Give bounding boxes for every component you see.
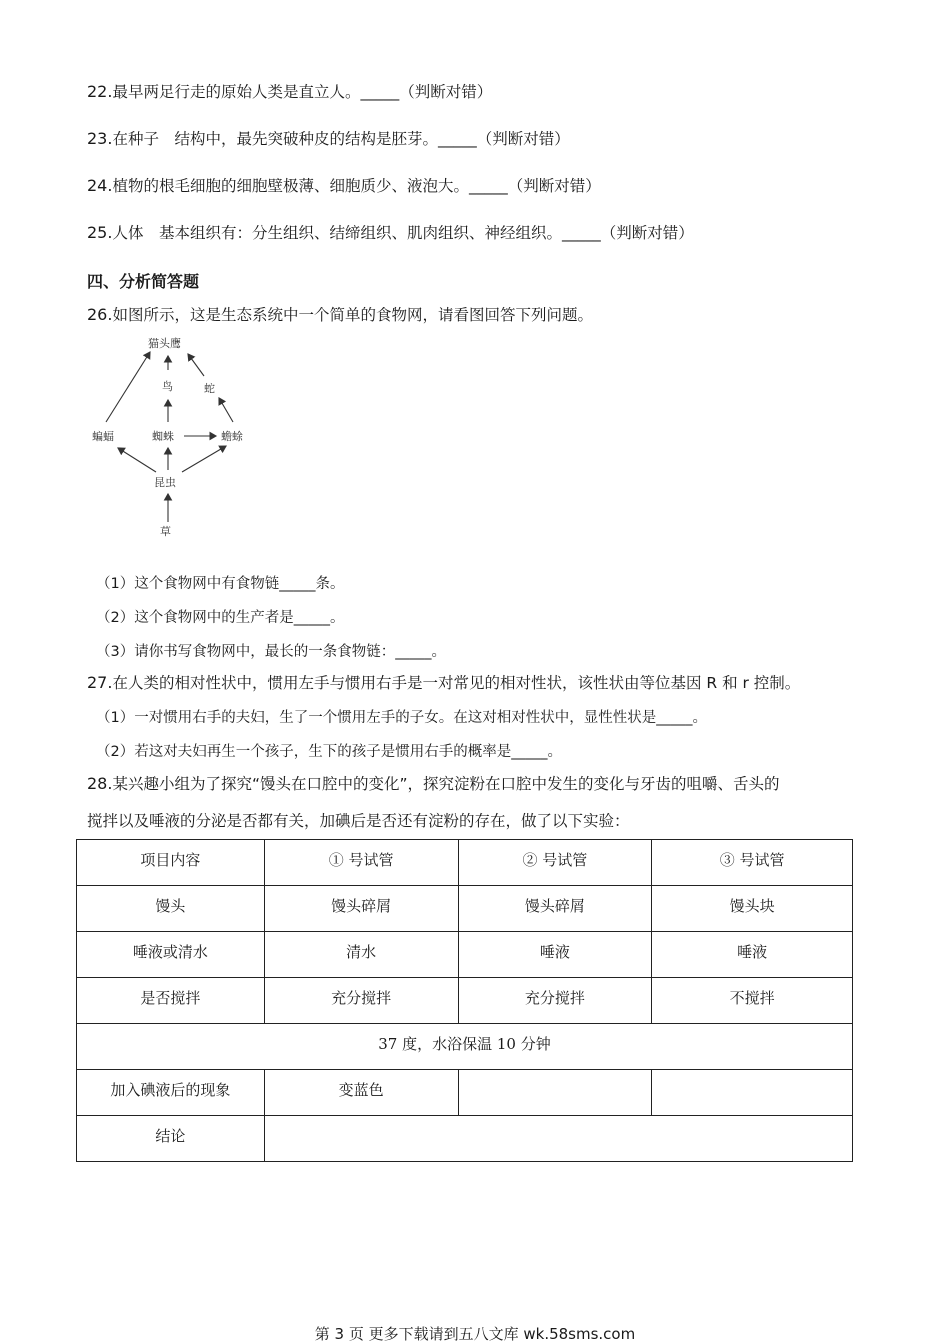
table-row xyxy=(77,932,853,978)
table-header-cell: ③ 号试管 xyxy=(652,840,853,886)
node-bat: 蝙蝠 xyxy=(92,430,114,443)
table-cell: 充分搅拌 xyxy=(264,978,458,1024)
table-header-cell: ① 号试管 xyxy=(264,840,458,886)
question-number: 26. xyxy=(87,305,113,324)
question-28-continued: 搅拌以及唾液的分泌是否都有关，加碘后是否还有淀粉的存在，做了以下实验： xyxy=(87,812,630,830)
node-toad: 蟾蜍 xyxy=(221,430,243,443)
node-grass: 草 xyxy=(160,525,171,538)
question-number: 22. xyxy=(87,82,113,101)
arrow-insect-toad xyxy=(182,446,226,472)
question-22 xyxy=(87,80,492,102)
table-condition-row xyxy=(77,1024,853,1070)
table-conclusion-cell xyxy=(264,1116,852,1162)
arrow-snake-owl xyxy=(188,354,204,376)
node-owl: 猫头鹰 xyxy=(148,337,181,350)
question-28 xyxy=(87,772,780,794)
table-cell: 加入碘液后的现象 xyxy=(77,1070,265,1116)
question-text: 人体 基本组织有：分生组织、结缔组织、肌肉组织、神经组织。_____（判断对错） xyxy=(112,224,694,242)
node-insect: 昆虫 xyxy=(154,476,176,489)
q27-sub1: （1）一对惯用右手的夫妇，生了一个惯用左手的子女。在这对相对性状中，显性性状是_____。 xyxy=(96,710,707,726)
question-text: 如图所示，这是生态系统中一个简单的食物网，请看图回答下列问题。 xyxy=(112,306,593,324)
table-cell: 变蓝色 xyxy=(264,1070,458,1116)
arrow-insect-bat xyxy=(118,448,156,472)
node-bird: 鸟 xyxy=(162,380,173,393)
table-cell: 馒头碎屑 xyxy=(458,886,652,932)
q26-sub1: （1）这个食物网中有食物链_____条。 xyxy=(96,576,345,592)
table-cell xyxy=(652,1070,853,1116)
q26-sub2: （2）这个食物网中的生产者是_____。 xyxy=(96,610,345,626)
table-cell: 充分搅拌 xyxy=(458,978,652,1024)
question-number: 27. xyxy=(87,673,113,692)
table-cell: 唾液或清水 xyxy=(77,932,265,978)
table-cell: 唾液 xyxy=(652,932,853,978)
question-number: 24. xyxy=(87,176,113,195)
table-cell xyxy=(458,1070,652,1116)
table-cell: 结论 xyxy=(77,1116,265,1162)
question-number: 23. xyxy=(87,129,113,148)
question-27 xyxy=(87,671,800,693)
question-text: 某兴趣小组为了探究“馒头在口腔中的变化”，探究淀粉在口腔中发生的变化与牙齿的咀嚼、舌头的 xyxy=(112,775,780,793)
question-number: 28. xyxy=(87,774,113,793)
food-web-diagram xyxy=(86,330,286,545)
page-footer: 第 3 页 更多下载请到五八文库 wk.58sms.com xyxy=(314,1325,636,1343)
table-cell: 是否搅拌 xyxy=(77,978,265,1024)
table-cell: 馒头碎屑 xyxy=(264,886,458,932)
experiment-table xyxy=(76,839,853,1162)
table-conclusion-row xyxy=(77,1116,853,1162)
table-header-row xyxy=(77,840,853,886)
table-cell: 馒头块 xyxy=(652,886,853,932)
question-text: 在种子 结构中，最先突破种皮的结构是胚芽。_____（判断对错） xyxy=(112,130,570,148)
question-text: 最早两足行走的原始人类是直立人。_____（判断对错） xyxy=(112,83,493,101)
table-row xyxy=(77,978,853,1024)
q27-sub2: （2）若这对夫妇再生一个孩子，生下的孩子是惯用右手的概率是_____。 xyxy=(96,744,562,760)
table-cell: 唾液 xyxy=(458,932,652,978)
arrow-toad-snake xyxy=(219,398,233,422)
question-26 xyxy=(87,303,593,325)
table-cell: 馒头 xyxy=(77,886,265,932)
table-header-cell: 项目内容 xyxy=(77,840,265,886)
question-23 xyxy=(87,127,570,149)
arrow-bat-owl xyxy=(106,352,150,422)
table-condition-cell: 37 度，水浴保温 10 分钟 xyxy=(77,1024,853,1070)
section-heading: 四、分析简答题 xyxy=(87,272,200,291)
table-row xyxy=(77,886,853,932)
table-header-cell: ② 号试管 xyxy=(458,840,652,886)
table-cell: 不搅拌 xyxy=(652,978,853,1024)
table-cell: 清水 xyxy=(264,932,458,978)
question-text: 在人类的相对性状中，惯用左手与惯用右手是一对常见的相对性状，该性状由等位基因 R 和 r 控制。 xyxy=(112,674,801,692)
question-24 xyxy=(87,174,601,196)
node-snake: 蛇 xyxy=(204,382,215,395)
q26-sub3: （3）请你书写食物网中，最长的一条食物链：_____。 xyxy=(96,644,446,660)
question-25 xyxy=(87,221,694,243)
question-number: 25. xyxy=(87,223,113,242)
table-result-row xyxy=(77,1070,853,1116)
node-spider: 蜘蛛 xyxy=(152,430,174,443)
question-text: 植物的根毛细胞的细胞壁极薄、细胞质少、液泡大。_____（判断对错） xyxy=(112,177,601,195)
